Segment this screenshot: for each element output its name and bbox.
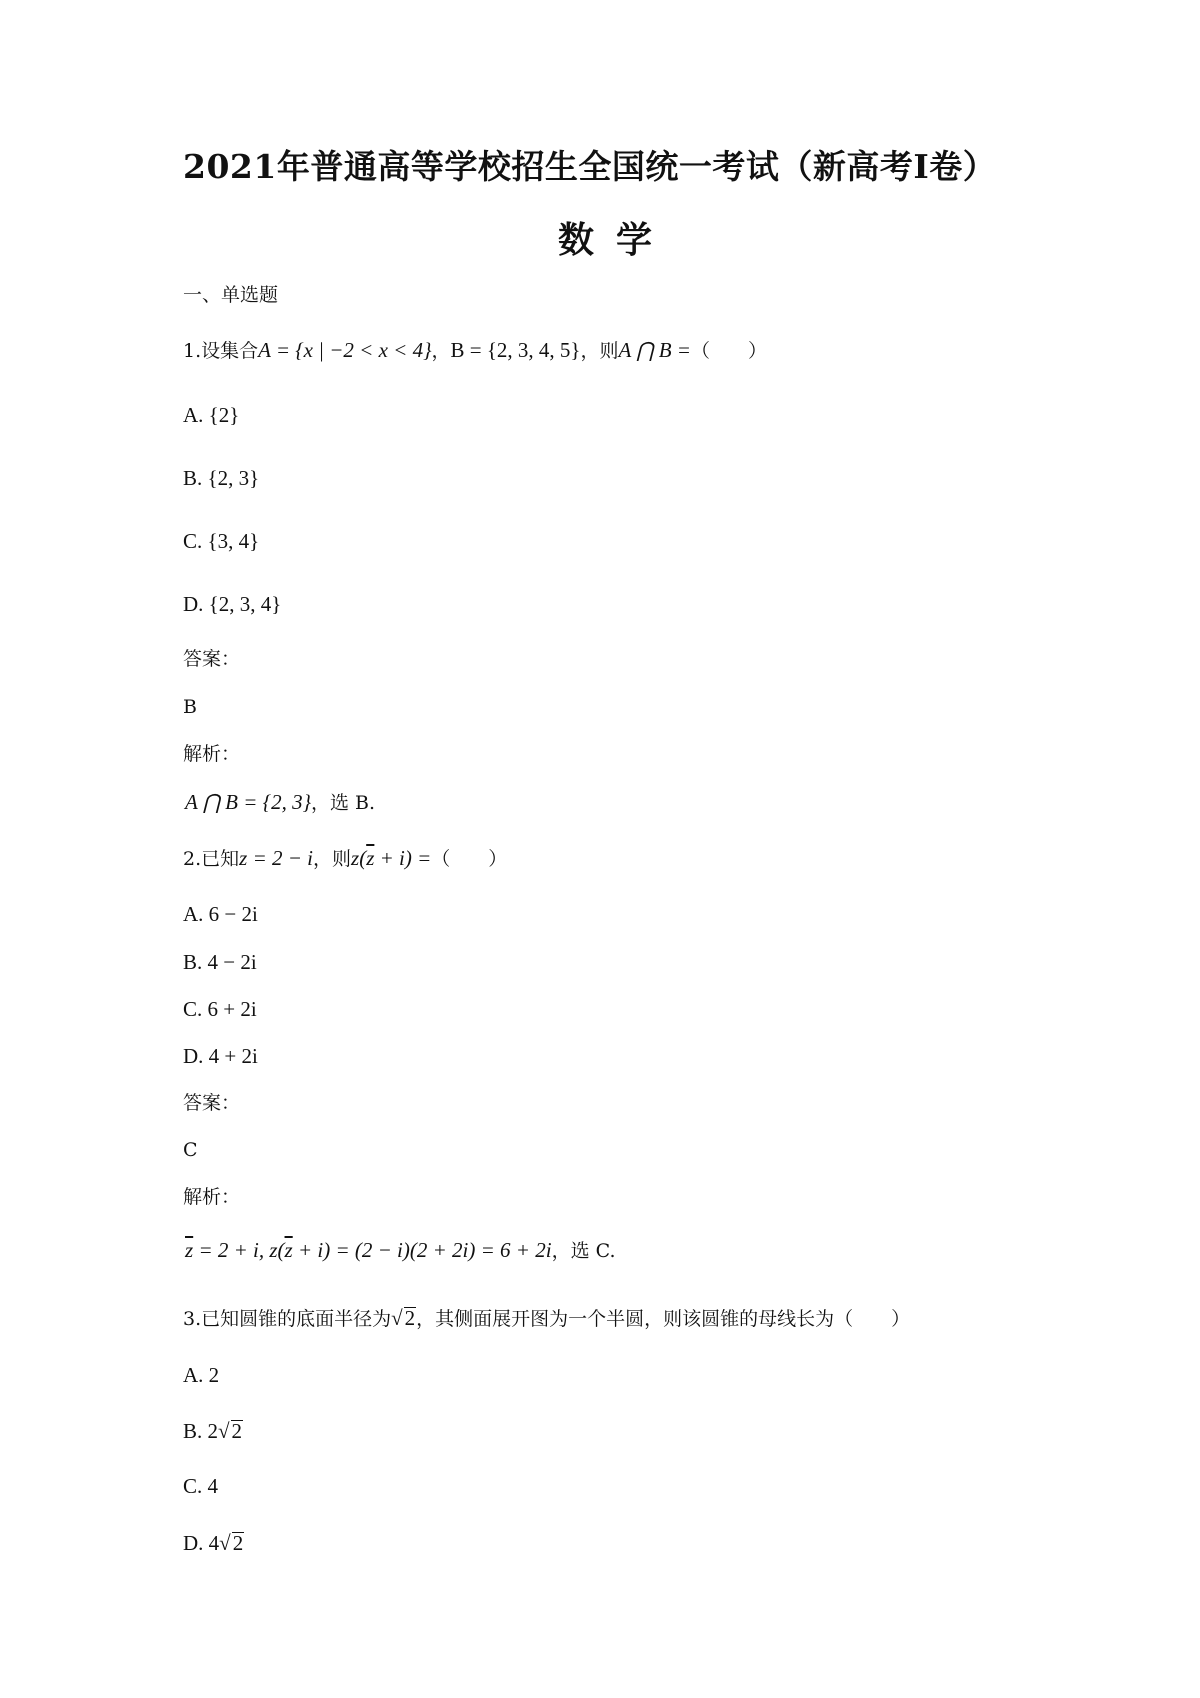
question-2-answer-label: 答案： <box>183 1092 241 1114</box>
question-1-answer: B <box>183 696 197 718</box>
question-3-option-b-prefix: B. 2 <box>183 1419 219 1443</box>
question-1-then: ，则 <box>580 340 619 362</box>
question-1-analysis <box>185 792 375 813</box>
question-2-option-a: A. 6 − 2i <box>183 902 258 926</box>
question-1-blank: （ ） <box>690 340 767 362</box>
question-2-answer: C <box>183 1139 198 1161</box>
question-2 <box>183 848 507 869</box>
question-2-analysis-tail: ，选 C. <box>551 1240 616 1262</box>
question-3 <box>183 1307 910 1329</box>
question-1-set-b: B = {2, 3, 4, 5} <box>450 338 581 362</box>
question-1 <box>183 340 767 361</box>
question-3-option-b-radicand: 2 <box>231 1419 243 1443</box>
question-1-prefix: 1.设集合 <box>183 340 259 362</box>
question-3-radical: √2 <box>391 1306 416 1330</box>
question-3-option-d: D. 4√2 <box>183 1531 244 1555</box>
question-1-sep: ， <box>431 340 451 362</box>
question-2-given: z = 2 − i <box>239 846 313 870</box>
question-3-radicand: 2 <box>404 1306 416 1330</box>
question-1-expr: A ⋂ B = <box>618 338 691 362</box>
question-2-prefix: 2.已知 <box>183 848 240 870</box>
question-2-option-c: C. 6 + 2i <box>183 997 257 1021</box>
question-2-analysis-zbar-2: $\overline{z}$ <box>284 1238 293 1262</box>
question-2-expr <box>351 846 431 870</box>
section-heading: 一、单选题 <box>183 284 279 306</box>
question-2-then: ，则 <box>313 848 352 870</box>
question-2-analysis <box>185 1240 616 1261</box>
question-1-option-b: B. {2, 3} <box>183 466 260 490</box>
question-2-option-b: B. 4 − 2i <box>183 950 257 974</box>
question-2-expr-z: z( <box>351 846 367 870</box>
question-1-option-a: A. {2} <box>183 403 240 427</box>
question-1-option-d: D. {2, 3, 4} <box>183 592 282 616</box>
question-3-suffix: ，其侧面展开图为一个半圆，则该圆锥的母线长为（ ） <box>416 1308 911 1330</box>
question-3-option-a: A. 2 <box>183 1363 220 1387</box>
question-3-option-d-radicand: 2 <box>232 1531 244 1555</box>
question-1-analysis-tail: ，选 B. <box>310 792 376 814</box>
question-2-analysis-zbar-1: $\overline{z}$ <box>185 1238 194 1262</box>
question-3-option-c: C. 4 <box>183 1474 219 1498</box>
question-1-analysis-expr: A ⋂ B = {2, 3} <box>185 790 311 814</box>
question-1-analysis-label: 解析： <box>183 743 241 765</box>
question-1-answer-label: 答案： <box>183 648 241 670</box>
question-1-option-c: C. {3, 4} <box>183 529 260 553</box>
question-2-blank: （ ） <box>431 848 508 870</box>
question-2-analysis-part-1: = 2 + i, z( <box>193 1238 285 1262</box>
question-2-analysis-label: 解析： <box>183 1186 241 1208</box>
question-3-prefix: 3.已知圆锥的底面半径为 <box>183 1308 392 1330</box>
subject-title: 数学 <box>558 219 675 261</box>
question-2-analysis-expr <box>185 1238 552 1262</box>
question-2-expr-rest: + i) = <box>374 846 432 870</box>
question-2-analysis-part-2: + i) = (2 − i)(2 + 2i) = 6 + 2i <box>292 1238 552 1262</box>
question-3-option-b: B. 2√2 <box>183 1419 243 1443</box>
question-2-option-d: D. 4 + 2i <box>183 1044 258 1068</box>
question-3-option-d-prefix: D. 4 <box>183 1531 220 1555</box>
question-2-expr-zbar: $\overline{z}$ <box>366 846 375 870</box>
exam-title: 2021年普通高等学校招生全国统一考试（新高考Ⅰ卷） <box>183 147 997 186</box>
question-1-set-a: A = {x | −2 < x < 4} <box>258 338 432 362</box>
